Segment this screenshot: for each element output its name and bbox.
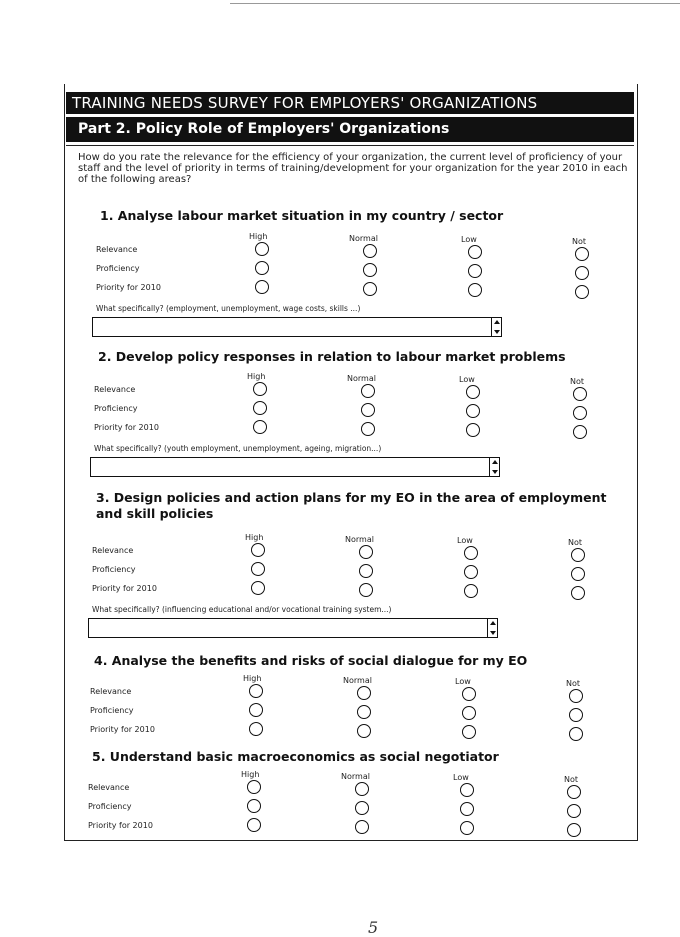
question-3: [88, 490, 628, 620]
question-5: [84, 749, 624, 879]
column-header-normal: Normal: [341, 771, 370, 781]
question-2-specifics-input[interactable]: [90, 457, 500, 477]
column-header-not: Not: [568, 537, 583, 547]
scroll-down-icon[interactable]: [490, 631, 496, 635]
radio-q4-priority-2010-normal[interactable]: [357, 724, 371, 738]
radio-q4-relevance-not[interactable]: [569, 689, 583, 703]
intro-text: How do you rate the relevance for the efficiency of your organization, the current level of proficiency of your staff and the level of priority in terms of training/development for your organization for the year 2010 in each of the following areas?: [78, 152, 628, 185]
radio-q1-relevance-low[interactable]: [468, 245, 482, 259]
scroll-up-icon[interactable]: [492, 460, 498, 464]
radio-q1-relevance-normal[interactable]: [363, 244, 377, 258]
column-header-high: High: [243, 674, 262, 683]
page-number: 5: [368, 918, 379, 937]
radio-q4-priority-2010-not[interactable]: [569, 727, 583, 741]
radio-q2-proficiency-low[interactable]: [466, 404, 480, 418]
radio-q4-relevance-normal[interactable]: [357, 686, 371, 700]
column-header-normal: Normal: [349, 233, 378, 243]
row-label-relevance: Relevance: [96, 245, 138, 254]
question-2-specifics-label: What specifically? (youth employment, unemployment, ageing, migration...): [94, 444, 382, 453]
scroll-up-icon[interactable]: [494, 320, 500, 324]
question-1-title: 1. Analyse labour market situation in my country / sector: [100, 208, 504, 223]
row-label-proficiency: Proficiency: [92, 565, 136, 574]
column-header-not: Not: [564, 774, 579, 784]
radio-q1-proficiency-high[interactable]: [255, 261, 269, 275]
question-4-title: 4. Analyse the benefits and risks of social dialogue for my EO: [94, 653, 528, 668]
top-edge-line: [230, 3, 680, 4]
radio-q2-priority-2010-normal[interactable]: [361, 422, 375, 436]
radio-q5-proficiency-not[interactable]: [567, 804, 581, 818]
radio-q5-priority-2010-not[interactable]: [567, 823, 581, 837]
radio-q4-proficiency-low[interactable]: [462, 706, 476, 720]
radio-q2-relevance-not[interactable]: [573, 387, 587, 401]
question-1-specifics-label: What specifically? (employment, unemployment, wage costs, skills ...): [96, 304, 361, 313]
question-3-title: 3. Design policies and action plans for my EO in the area of employment and skill policies: [96, 490, 607, 521]
column-header-not: Not: [572, 236, 587, 246]
question-3-specifics-input[interactable]: [88, 618, 498, 638]
radio-q2-relevance-normal[interactable]: [361, 384, 375, 398]
question-1-scrollbar[interactable]: [491, 318, 501, 336]
column-header-high: High: [241, 770, 260, 779]
radio-q4-proficiency-not[interactable]: [569, 708, 583, 722]
column-header-low: Low: [453, 773, 469, 782]
column-header-not: Not: [566, 678, 581, 688]
row-label-proficiency: Proficiency: [96, 264, 140, 273]
radio-q2-relevance-low[interactable]: [466, 385, 480, 399]
radio-q3-proficiency-low[interactable]: [464, 565, 478, 579]
column-header-normal: Normal: [347, 373, 376, 383]
radio-q5-priority-2010-low[interactable]: [460, 821, 474, 835]
row-label-relevance: Relevance: [94, 385, 136, 394]
scroll-down-icon[interactable]: [494, 330, 500, 334]
radio-q2-priority-2010-not[interactable]: [573, 425, 587, 439]
survey-title: TRAINING NEEDS SURVEY FOR EMPLOYERS' ORGANIZATIONS: [66, 92, 634, 114]
radio-q4-proficiency-normal[interactable]: [357, 705, 371, 719]
radio-q5-proficiency-low[interactable]: [460, 802, 474, 816]
radio-q1-priority-2010-not[interactable]: [575, 285, 589, 299]
question-2-scrollbar[interactable]: [489, 458, 499, 476]
question-1: [92, 208, 632, 338]
radio-q4-relevance-high[interactable]: [249, 684, 263, 698]
radio-q1-priority-2010-low[interactable]: [468, 283, 482, 297]
row-label-relevance: Relevance: [90, 687, 132, 696]
radio-q1-proficiency-low[interactable]: [468, 264, 482, 278]
column-header-high: High: [247, 372, 266, 381]
radio-q5-proficiency-high[interactable]: [247, 799, 261, 813]
question-2: [90, 349, 630, 479]
scroll-down-icon[interactable]: [492, 470, 498, 474]
column-header-not: Not: [570, 376, 585, 386]
radio-q5-proficiency-normal[interactable]: [355, 801, 369, 815]
radio-q1-proficiency-normal[interactable]: [363, 263, 377, 277]
radio-q4-relevance-low[interactable]: [462, 687, 476, 701]
radio-q4-proficiency-high[interactable]: [249, 703, 263, 717]
radio-q3-priority-2010-not[interactable]: [571, 586, 585, 600]
row-label-relevance: Relevance: [92, 546, 134, 555]
row-label-priority-2010: Priority for 2010: [90, 725, 155, 734]
radio-q2-proficiency-high[interactable]: [253, 401, 267, 415]
radio-q1-priority-2010-normal[interactable]: [363, 282, 377, 296]
radio-q3-priority-2010-low[interactable]: [464, 584, 478, 598]
divider: [66, 145, 634, 146]
radio-q5-relevance-low[interactable]: [460, 783, 474, 797]
radio-q5-relevance-high[interactable]: [247, 780, 261, 794]
radio-q3-relevance-high[interactable]: [251, 543, 265, 557]
radio-q2-priority-2010-high[interactable]: [253, 420, 267, 434]
question-2-title: 2. Develop policy responses in relation to labour market problems: [98, 349, 566, 364]
radio-q1-relevance-not[interactable]: [575, 247, 589, 261]
radio-q3-priority-2010-normal[interactable]: [359, 583, 373, 597]
column-header-normal: Normal: [343, 675, 372, 685]
question-3-scrollbar[interactable]: [487, 619, 497, 637]
radio-q2-proficiency-not[interactable]: [573, 406, 587, 420]
radio-q2-relevance-high[interactable]: [253, 382, 267, 396]
column-header-low: Low: [455, 677, 471, 686]
row-label-proficiency: Proficiency: [94, 404, 138, 413]
column-header-high: High: [249, 232, 268, 241]
row-label-priority-2010: Priority for 2010: [92, 584, 157, 593]
radio-q1-priority-2010-high[interactable]: [255, 280, 269, 294]
row-label-relevance: Relevance: [88, 783, 130, 792]
column-header-normal: Normal: [345, 534, 374, 544]
radio-q3-relevance-not[interactable]: [571, 548, 585, 562]
row-label-priority-2010: Priority for 2010: [96, 283, 161, 292]
radio-q3-priority-2010-high[interactable]: [251, 581, 265, 595]
radio-q3-proficiency-high[interactable]: [251, 562, 265, 576]
column-header-high: High: [245, 533, 264, 542]
radio-q3-proficiency-normal[interactable]: [359, 564, 373, 578]
row-label-priority-2010: Priority for 2010: [94, 423, 159, 432]
radio-q5-relevance-not[interactable]: [567, 785, 581, 799]
question-1-specifics-input[interactable]: [92, 317, 502, 337]
radio-q3-proficiency-not[interactable]: [571, 567, 585, 581]
column-header-low: Low: [461, 235, 477, 244]
radio-q4-priority-2010-low[interactable]: [462, 725, 476, 739]
radio-q2-proficiency-normal[interactable]: [361, 403, 375, 417]
question-3-specifics-label: What specifically? (influencing educational and/or vocational training system...): [92, 605, 392, 614]
row-label-proficiency: Proficiency: [88, 802, 132, 811]
row-label-proficiency: Proficiency: [90, 706, 134, 715]
row-label-priority-2010: Priority for 2010: [88, 821, 153, 830]
radio-q3-relevance-normal[interactable]: [359, 545, 373, 559]
column-header-low: Low: [459, 375, 475, 384]
radio-q5-priority-2010-high[interactable]: [247, 818, 261, 832]
radio-q5-priority-2010-normal[interactable]: [355, 820, 369, 834]
column-header-low: Low: [457, 536, 473, 545]
question-5-title: 5. Understand basic macroeconomics as social negotiator: [92, 749, 499, 764]
part-heading: Part 2. Policy Role of Employers' Organizations: [66, 117, 634, 142]
radio-q3-relevance-low[interactable]: [464, 546, 478, 560]
radio-q5-relevance-normal[interactable]: [355, 782, 369, 796]
radio-q4-priority-2010-high[interactable]: [249, 722, 263, 736]
scroll-up-icon[interactable]: [490, 621, 496, 625]
radio-q1-proficiency-not[interactable]: [575, 266, 589, 280]
radio-q2-priority-2010-low[interactable]: [466, 423, 480, 437]
radio-q1-relevance-high[interactable]: [255, 242, 269, 256]
